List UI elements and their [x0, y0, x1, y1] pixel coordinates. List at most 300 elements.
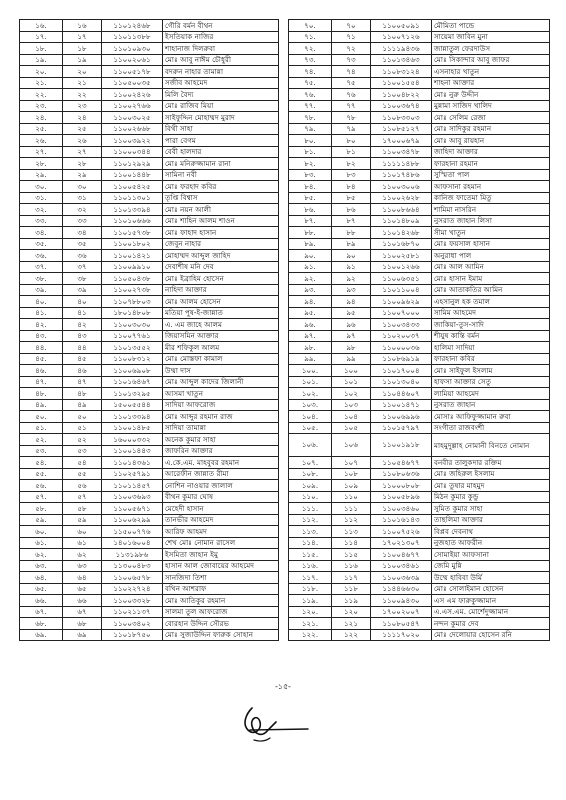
registration-id-cell: ১১০০৫৬৭১ — [102, 503, 163, 515]
name-cell: সানজিদা তিশা — [163, 572, 279, 584]
serial-cell: ৫৫. — [20, 468, 63, 480]
serial-cell: ৪৩. — [20, 330, 63, 342]
name-cell: মোঃ সুজাউদ্দিন ফারুক সোহান — [163, 629, 279, 641]
table-row — [289, 123, 550, 135]
roll-cell: ৮৪ — [332, 181, 371, 193]
registration-id-cell: ১১০৮০৫৪৭ — [371, 618, 432, 630]
serial-cell: ১০৮. — [289, 468, 332, 480]
registration-id-cell: ১১০০০০৩৬ — [371, 342, 432, 354]
registration-id-cell: ১১০১৫৭৯৭ — [371, 422, 432, 434]
roll-cell: ৭৪ — [332, 66, 371, 78]
roll-cell: ৯০ — [332, 250, 371, 262]
name-cell: মোঃ আলম হোসেন — [163, 296, 279, 308]
registration-id-cell: ১১০১২৯২৯ — [102, 158, 163, 170]
serial-cell: ৭৮. — [289, 112, 332, 124]
table-row — [20, 388, 279, 400]
table-row — [20, 365, 279, 377]
registration-id-cell: ১৪০১৬০০৪ — [102, 537, 163, 549]
name-cell: উম্মে হাবিবা উর্মি — [432, 572, 550, 584]
name-cell: আরেফীন জান্নাত রীমা — [163, 468, 279, 480]
roll-cell: ৬৫ — [63, 583, 102, 595]
serial-cell: ৬৫. — [20, 583, 63, 595]
table-row — [20, 215, 279, 227]
roll-cell: ১০৫ — [332, 422, 371, 434]
roll-cell: ১১৩ — [332, 526, 371, 538]
name-cell: লামিয়া আহমেদ — [432, 388, 550, 400]
serial-cell: ১২১. — [289, 618, 332, 630]
serial-cell: ২৮. — [20, 158, 63, 170]
serial-cell: ৫০. — [20, 411, 63, 423]
registration-id-cell: ১১১১১৪৮৮ — [371, 158, 432, 170]
name-cell: মোঃ নুরু উদ্দীন — [432, 89, 550, 101]
name-cell: মোঃ সাইফুল ইসলাম — [432, 365, 550, 377]
registration-id-cell: ১১০০৫৪২৫ — [102, 181, 163, 193]
table-row — [289, 572, 550, 584]
registration-id-cell: ১১০০১৯১৮ — [371, 434, 432, 457]
name-cell: নুসরাত জাহান লিসা — [432, 215, 550, 227]
registration-id-cell: ১১০২৫৭৯১ — [102, 468, 163, 480]
table-row — [289, 284, 550, 296]
table-row — [20, 77, 279, 89]
serial-cell: ৮৭. — [289, 215, 332, 227]
serial-cell: ৫৯. — [20, 514, 63, 526]
table-row — [20, 135, 279, 147]
roll-cell: ৪৯ — [63, 399, 102, 411]
table-row — [289, 491, 550, 503]
registration-id-cell: ১১০০২৬৬৮ — [102, 123, 163, 135]
roll-cell: ৬৮ — [63, 618, 102, 630]
registration-id-cell: ১১০২২৭২৪ — [102, 583, 163, 595]
roll-cell: ৭৮ — [332, 112, 371, 124]
roll-cell: ৪১ — [63, 307, 102, 319]
table-row — [20, 629, 279, 641]
registration-id-cell: ১১০০৭১২৬ — [371, 31, 432, 43]
name-cell: বোরহান উদ্দিন সৌরভ — [163, 618, 279, 630]
name-cell: আসমা খাতুন — [163, 388, 279, 400]
name-cell: মোঃ ফাহাদ হাসান — [163, 227, 279, 239]
roll-cell: ৩৯ — [63, 284, 102, 296]
roll-cell: ৯১ — [332, 261, 371, 273]
name-cell: মিলি বৈদ্য — [163, 89, 279, 101]
registration-id-cell: ১১০০৩৬৩৯ — [371, 572, 432, 584]
name-cell: আফসানা রহমান — [432, 181, 550, 193]
name-cell: মোঃ সিকান্দার আবু জাফর — [432, 54, 550, 66]
roll-cell: ৯৬ — [332, 319, 371, 331]
name-cell: তানভীর আহমেদ — [163, 514, 279, 526]
table-row — [20, 227, 279, 239]
name-cell: মোঃ নয়ন আলী — [163, 204, 279, 216]
table-row — [20, 296, 279, 308]
name-cell: সীমা খাতুন — [432, 227, 550, 239]
serial-cell: ৪৮. — [20, 388, 63, 400]
table-row — [20, 572, 279, 584]
registration-id-cell: ১১০১২৪৬৮ — [102, 20, 163, 32]
serial-cell: ১০২. — [289, 388, 332, 400]
roll-cell: ৩৮ — [63, 273, 102, 285]
registration-id-cell: ১১০১৭০০৪ — [371, 365, 432, 377]
table-row — [20, 606, 279, 618]
registration-id-cell: ১১০২১১৩৭ — [102, 606, 163, 618]
registration-id-cell: ১১০১০৯৩০ — [102, 43, 163, 55]
name-cell: মোঃ দেলোয়ার হোসেন রনি — [432, 629, 550, 641]
serial-cell: ৪৬. — [20, 365, 63, 377]
serial-cell: ৯১. — [289, 261, 332, 273]
registration-id-cell: ১১০০৬৩৫১ — [371, 273, 432, 285]
registration-id-cell: ১১৩০০৪৮৩ — [102, 560, 163, 572]
table-row — [20, 595, 279, 607]
serial-cell: ১০১. — [289, 376, 332, 388]
table-row — [289, 480, 550, 492]
registration-id-cell: ১১০০১৪২১ — [102, 250, 163, 262]
roll-cell: ২৪ — [63, 112, 102, 124]
roll-cell: ১১৮ — [332, 583, 371, 595]
registration-id-cell: ১১০১৩৪৬৩ — [371, 54, 432, 66]
serial-cell: ৩৬. — [20, 250, 63, 262]
roll-cell: ১০৯ — [332, 480, 371, 492]
serial-cell: ৮২. — [289, 158, 332, 170]
table-row — [20, 54, 279, 66]
serial-cell: ৯৬. — [289, 319, 332, 331]
roll-cell: ৫১ — [63, 422, 102, 434]
roll-cell: ১০২ — [332, 388, 371, 400]
roll-cell: ৯৩ — [332, 284, 371, 296]
serial-cell: ৪৯. — [20, 399, 63, 411]
name-cell: এ.কে.এম. মাহবুবর রহমান — [163, 457, 279, 469]
registration-id-cell: ১১০৪৪৬০৭ — [371, 388, 432, 400]
name-cell: সোমাইয়া আফসানা — [432, 549, 550, 561]
serial-cell: ৫৬. — [20, 480, 63, 492]
registration-id-cell: ১১০১০৬৬৬ — [102, 215, 163, 227]
registration-id-cell: ১১০০৩৩২৮ — [102, 595, 163, 607]
serial-cell: ১১০. — [289, 491, 332, 503]
name-cell: অনেক কুমার সাহা — [163, 434, 279, 446]
registration-id-cell: ১১০০১২৬৬ — [371, 261, 432, 273]
table-row — [289, 169, 550, 181]
serial-cell: ২৩. — [20, 100, 63, 112]
table-row — [289, 307, 550, 319]
table-row — [289, 204, 550, 216]
roll-cell: ১০০ — [332, 365, 371, 377]
name-cell: সাদিয়া তামান্না — [163, 422, 279, 434]
name-cell: জাফরিন আক্তার — [163, 445, 279, 457]
serial-cell: ৮৬. — [289, 204, 332, 216]
serial-cell: ৮১. — [289, 146, 332, 158]
table-row — [289, 457, 550, 469]
roll-cell: ২০ — [63, 66, 102, 78]
registration-id-cell: ১১০১১৩৮৮ — [102, 31, 163, 43]
registration-id-cell: ১১০১৩৫৫২ — [102, 342, 163, 354]
table-row — [20, 146, 279, 158]
page-number: -১৫- — [275, 682, 291, 691]
serial-cell: ১৯. — [20, 54, 63, 66]
table-row — [289, 192, 550, 204]
roll-cell: ৫০ — [63, 411, 102, 423]
name-cell: সাইফুদ্দিন মোহাম্মদ মুরাদ — [163, 112, 279, 124]
serial-cell: ৩৩. — [20, 215, 63, 227]
serial-cell: ৯২. — [289, 273, 332, 285]
roll-cell: ৩০ — [63, 181, 102, 193]
roll-cell: ৮৬ — [332, 204, 371, 216]
name-cell: তৃপ্তি বিশ্বাস — [163, 192, 279, 204]
serial-cell: ৭২. — [289, 43, 332, 55]
registration-id-cell: ১৫০০৫৫৪৪ — [102, 399, 163, 411]
table-row — [20, 319, 279, 331]
table-row — [20, 526, 279, 538]
name-cell: ফারহানা কবির — [432, 353, 550, 365]
registration-id-cell: ১১০০৬৯০৮ — [102, 365, 163, 377]
roll-cell: ১০৩ — [332, 399, 371, 411]
table-row — [20, 353, 279, 365]
roll-cell: ৬৪ — [63, 572, 102, 584]
table-row — [20, 422, 279, 434]
roll-cell: ২৫ — [63, 123, 102, 135]
name-cell: এ. এম জাহে আলম — [163, 319, 279, 331]
registration-id-cell: ১১০১১৩০১ — [102, 192, 163, 204]
registration-id-cell: ১১০০১৮০২ — [102, 238, 163, 250]
registration-id-cell: ১১০০২৫৮১ — [371, 250, 432, 262]
registration-id-cell: ১১০১৬৪৬৭ — [102, 376, 163, 388]
table-row — [289, 250, 550, 262]
serial-cell: ১১১. — [289, 503, 332, 515]
table-row — [20, 250, 279, 262]
serial-cell: ১১৩. — [289, 526, 332, 538]
registration-id-cell: ১১০০২৭৩৮ — [102, 284, 163, 296]
serial-cell: ৬৭. — [20, 606, 63, 618]
roll-cell: ১৭ — [63, 31, 102, 43]
serial-cell: ৯৭. — [289, 330, 332, 342]
name-cell: ফারহানা রহমান — [432, 158, 550, 170]
name-cell: মিঠন কুমার কুন্ডু — [432, 491, 550, 503]
name-cell: মোঃ আবু নাঈম চৌধুরী — [163, 54, 279, 66]
roll-cell: ৫৯ — [63, 514, 102, 526]
roll-cell: ৮১ — [332, 146, 371, 158]
roll-cell: ১০১ — [332, 376, 371, 388]
table-row — [289, 353, 550, 365]
serial-cell: ৮৫. — [289, 192, 332, 204]
registration-id-cell: ১১০১১৪৫৭ — [102, 480, 163, 492]
table-row — [20, 89, 279, 101]
name-cell: সায়েমা জাবিন মুনা — [432, 31, 550, 43]
table-row — [20, 376, 279, 388]
table-row — [289, 181, 550, 193]
serial-cell: ২৪. — [20, 112, 63, 124]
roll-cell: ৩৭ — [63, 261, 102, 273]
roll-cell: ১০৭ — [332, 457, 371, 469]
serial-cell: ৮৯. — [289, 238, 332, 250]
serial-cell: ১১৬. — [289, 560, 332, 572]
name-cell: মতিয়া পুষ-ই-জান্নাত — [163, 307, 279, 319]
table-row — [289, 526, 550, 538]
table-row — [20, 31, 279, 43]
registration-id-cell: ১১০৮৬৯১৯ — [371, 353, 432, 365]
name-cell: আরিফ আহমদ — [163, 526, 279, 538]
name-cell: সুমিত কুমার সাহা — [432, 503, 550, 515]
registration-id-cell: ১১০০২৬২৮ — [371, 192, 432, 204]
name-cell: সামিনা নবী — [163, 169, 279, 181]
registration-id-cell: ১১০০৩০০৬ — [371, 181, 432, 193]
roll-cell: ৭১ — [332, 31, 371, 43]
name-cell: নুজহাত আফরীন — [432, 537, 550, 549]
serial-cell: ৭৯. — [289, 123, 332, 135]
name-cell: শীযুষ কান্তি বর্মন — [432, 330, 550, 342]
roll-cell: ৫৭ — [63, 491, 102, 503]
name-cell: পারা বেগম — [163, 135, 279, 147]
name-cell: মেহেদী হাসান — [163, 503, 279, 515]
roll-cell: ১৯ — [63, 54, 102, 66]
name-cell: মীর শফিকুল আলম — [163, 342, 279, 354]
registration-id-cell: ১১০০৯৬২৯ — [371, 296, 432, 308]
roll-cell: ১০৪ — [332, 411, 371, 423]
table-row — [289, 606, 550, 618]
serial-cell: ১০৬. — [289, 434, 332, 457]
table-row — [20, 560, 279, 572]
name-cell: মোঃ হাসান ইমাম — [432, 273, 550, 285]
table-row — [289, 618, 550, 630]
table-row — [20, 284, 279, 296]
table-row — [289, 514, 550, 526]
serial-cell: ৬৪. — [20, 572, 63, 584]
serial-cell: ৩৪. — [20, 227, 63, 239]
registration-id-cell: ১১০০৭৭৬১ — [102, 330, 163, 342]
name-cell: নন্দন কুমার দেব — [432, 618, 550, 630]
table-row — [20, 100, 279, 112]
serial-cell: ১০৪. — [289, 411, 332, 423]
registration-id-cell: ১১০১৬১৪৩ — [371, 514, 432, 526]
registration-id-cell: ১১০০৩০৩০ — [102, 319, 163, 331]
roll-cell: ৪২ — [63, 319, 102, 331]
serial-cell: ২৭. — [20, 146, 63, 158]
table-row — [20, 549, 279, 561]
serial-cell: ১১২. — [289, 514, 332, 526]
table-row — [289, 560, 550, 572]
registration-id-cell: ১১১১৯৪৩৬ — [371, 43, 432, 55]
serial-cell: ৯০. — [289, 250, 332, 262]
table-row — [289, 296, 550, 308]
roll-cell: ১১১ — [332, 503, 371, 515]
name-cell: জেবুন নাহার — [163, 238, 279, 250]
table-row — [289, 261, 550, 273]
name-cell: কানিজ ফাতেমা মিতু — [432, 192, 550, 204]
serial-cell: ৮৮. — [289, 227, 332, 239]
table-row — [289, 422, 550, 434]
serial-cell: ২০. — [20, 66, 63, 78]
table-row — [20, 491, 279, 503]
table-row — [289, 365, 550, 377]
table-row — [20, 123, 279, 135]
serial-cell: ১০৩. — [289, 399, 332, 411]
registration-id-cell: ১১০১৩২৯৫ — [102, 388, 163, 400]
serial-cell: ৮৩. — [289, 169, 332, 181]
registration-id-cell: ১১০০৭০০০ — [371, 307, 432, 319]
registration-id-cell: ১১০৭৮৮০৩ — [102, 296, 163, 308]
name-cell: ইসতিয়াক নাজির — [163, 31, 279, 43]
serial-cell: ৫৭. — [20, 491, 63, 503]
roll-cell: ৫৬ — [63, 480, 102, 492]
name-cell: জান্নাতুল ফেরদাউস — [432, 43, 550, 55]
registration-id-cell: ১১০১১০০৪ — [371, 284, 432, 296]
table-row — [289, 503, 550, 515]
serial-cell: ৯৩. — [289, 284, 332, 296]
serial-cell: ৪৪. — [20, 342, 63, 354]
registration-id-cell: ১১০০১৪৮৫ — [102, 422, 163, 434]
roll-cell: ৮৫ — [332, 192, 371, 204]
table-row — [289, 376, 550, 388]
serial-cell: ৫১. — [20, 422, 63, 434]
roll-cell: ৩১ — [63, 192, 102, 204]
table-row — [289, 629, 550, 641]
roll-cell: ৬৯ — [63, 629, 102, 641]
serial-cell: ১২২. — [289, 629, 332, 641]
roll-cell: ১৬ — [63, 20, 102, 32]
registration-id-cell: ১১০০৮৩১২ — [102, 353, 163, 365]
roll-cell: ৮০ — [332, 135, 371, 147]
name-cell: বিপ্লব দেবনাথ — [432, 526, 550, 538]
serial-cell: ৪৫. — [20, 353, 63, 365]
registration-id-cell: ১১১১৭০২০ — [371, 629, 432, 641]
table-row — [20, 238, 279, 250]
roll-cell: ৩৫ — [63, 238, 102, 250]
name-cell: হাসান আল জোবায়ের আহমেদ — [163, 560, 279, 572]
name-cell: মোঃ শাহিন আলম শাওন — [163, 215, 279, 227]
table-row — [289, 77, 550, 89]
table-row — [20, 307, 279, 319]
serial-cell: ৭৩. — [289, 54, 332, 66]
roll-cell: ২২ — [63, 89, 102, 101]
serial-cell: ৯৪. — [289, 296, 332, 308]
registration-id-cell: ১১০০২৪২৬ — [102, 89, 163, 101]
roll-cell: ১১৫ — [332, 549, 371, 561]
roll-cell: ৮৯ — [332, 238, 371, 250]
serial-cell: ১২০. — [289, 606, 332, 618]
registration-id-cell: ১১০০৮৬৬৪ — [371, 204, 432, 216]
registration-id-cell: ১৬০০০৩৩২ — [102, 434, 163, 446]
table-row — [289, 273, 550, 285]
serial-cell: ৭১. — [289, 31, 332, 43]
roll-cell: ২৯ — [63, 169, 102, 181]
registration-id-cell: ১১৫০০৭৭৬ — [102, 526, 163, 538]
name-cell: বীথন কুমার ঘোষ — [163, 491, 279, 503]
roll-cell: ৭৫ — [332, 77, 371, 89]
name-cell: মোঃ সোলাইমান হোসেন — [432, 583, 550, 595]
roll-cell: ৪৪ — [63, 342, 102, 354]
name-cell: এস এম ফারুকুজ্জামান — [432, 595, 550, 607]
serial-cell: ৪২. — [20, 319, 63, 331]
registration-id-cell: ১১০০৫১৭৮ — [102, 66, 163, 78]
serial-cell: ৪০. — [20, 296, 63, 308]
name-cell: সজীব আহমেদ — [163, 77, 279, 89]
signature-image — [232, 700, 312, 744]
name-cell: মোঃ আল আমিন — [432, 261, 550, 273]
registration-id-cell: ১১০০৩৯২২ — [102, 135, 163, 147]
serial-cell: ২৯. — [20, 169, 63, 181]
serial-cell: ৬৬. — [20, 595, 63, 607]
serial-cell: ১০০. — [289, 365, 332, 377]
registration-id-cell: ১১০০৭৫২৬ — [371, 526, 432, 538]
registration-id-cell: ১১০১৪২৬৮ — [371, 227, 432, 239]
name-cell: বদরুন নাহার তামান্না — [163, 66, 279, 78]
table-row — [289, 227, 550, 239]
serial-cell: ৬৩. — [20, 560, 63, 572]
table-row — [289, 54, 550, 66]
roll-cell: ১১৬ — [332, 560, 371, 572]
roll-cell: ৬২ — [63, 549, 102, 561]
registration-id-cell: ১১০৫০০৩৫ — [102, 77, 163, 89]
table-row — [289, 146, 550, 158]
roll-cell: ৩২ — [63, 204, 102, 216]
serial-cell: ১১৪. — [289, 537, 332, 549]
name-cell: মোঃ জহিরুল ইসলাম — [432, 468, 550, 480]
registration-id-cell: ১১০০১৫৫৪ — [371, 77, 432, 89]
